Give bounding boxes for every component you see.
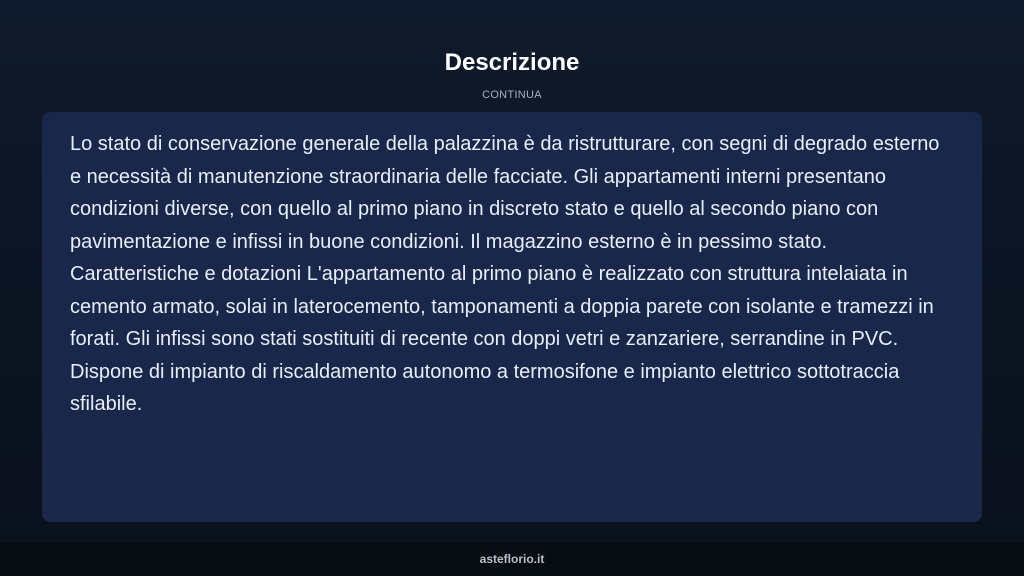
page-subtitle: CONTINUA: [482, 89, 542, 101]
description-card: [42, 112, 982, 522]
footer-brand: asteflorio.it: [479, 552, 545, 566]
page-title: Descrizione: [444, 49, 580, 76]
footer-bar: [0, 543, 1024, 576]
page-header: [0, 48, 1024, 102]
description-text: Lo stato di conservazione generale della palazzina è da ristrutturare, con segni di degrado esterno e necessità di manutenzione straordinaria delle facciate. Gli appartamenti interni presentano condizioni diverse, con quello al primo piano in discreto stato e quello al secondo piano con pavimentazione e infissi in buone condizioni. Il magazzino esterno è in pessimo stato. Caratteristiche e dotazioni L'appartamento al primo piano è realizzato con struttura intelaiata in cemento armato, solai in laterocemento, tamponamenti a doppia parete con isolante e tramezzi in forati. Gli infissi sono stati sostituiti di recente con doppi vetri e zanzariere, serrandine in PVC. Dispone di impianto di riscaldamento autonomo a termosifone e impianto elettrico sottotraccia sfilabile.: [70, 133, 940, 415]
